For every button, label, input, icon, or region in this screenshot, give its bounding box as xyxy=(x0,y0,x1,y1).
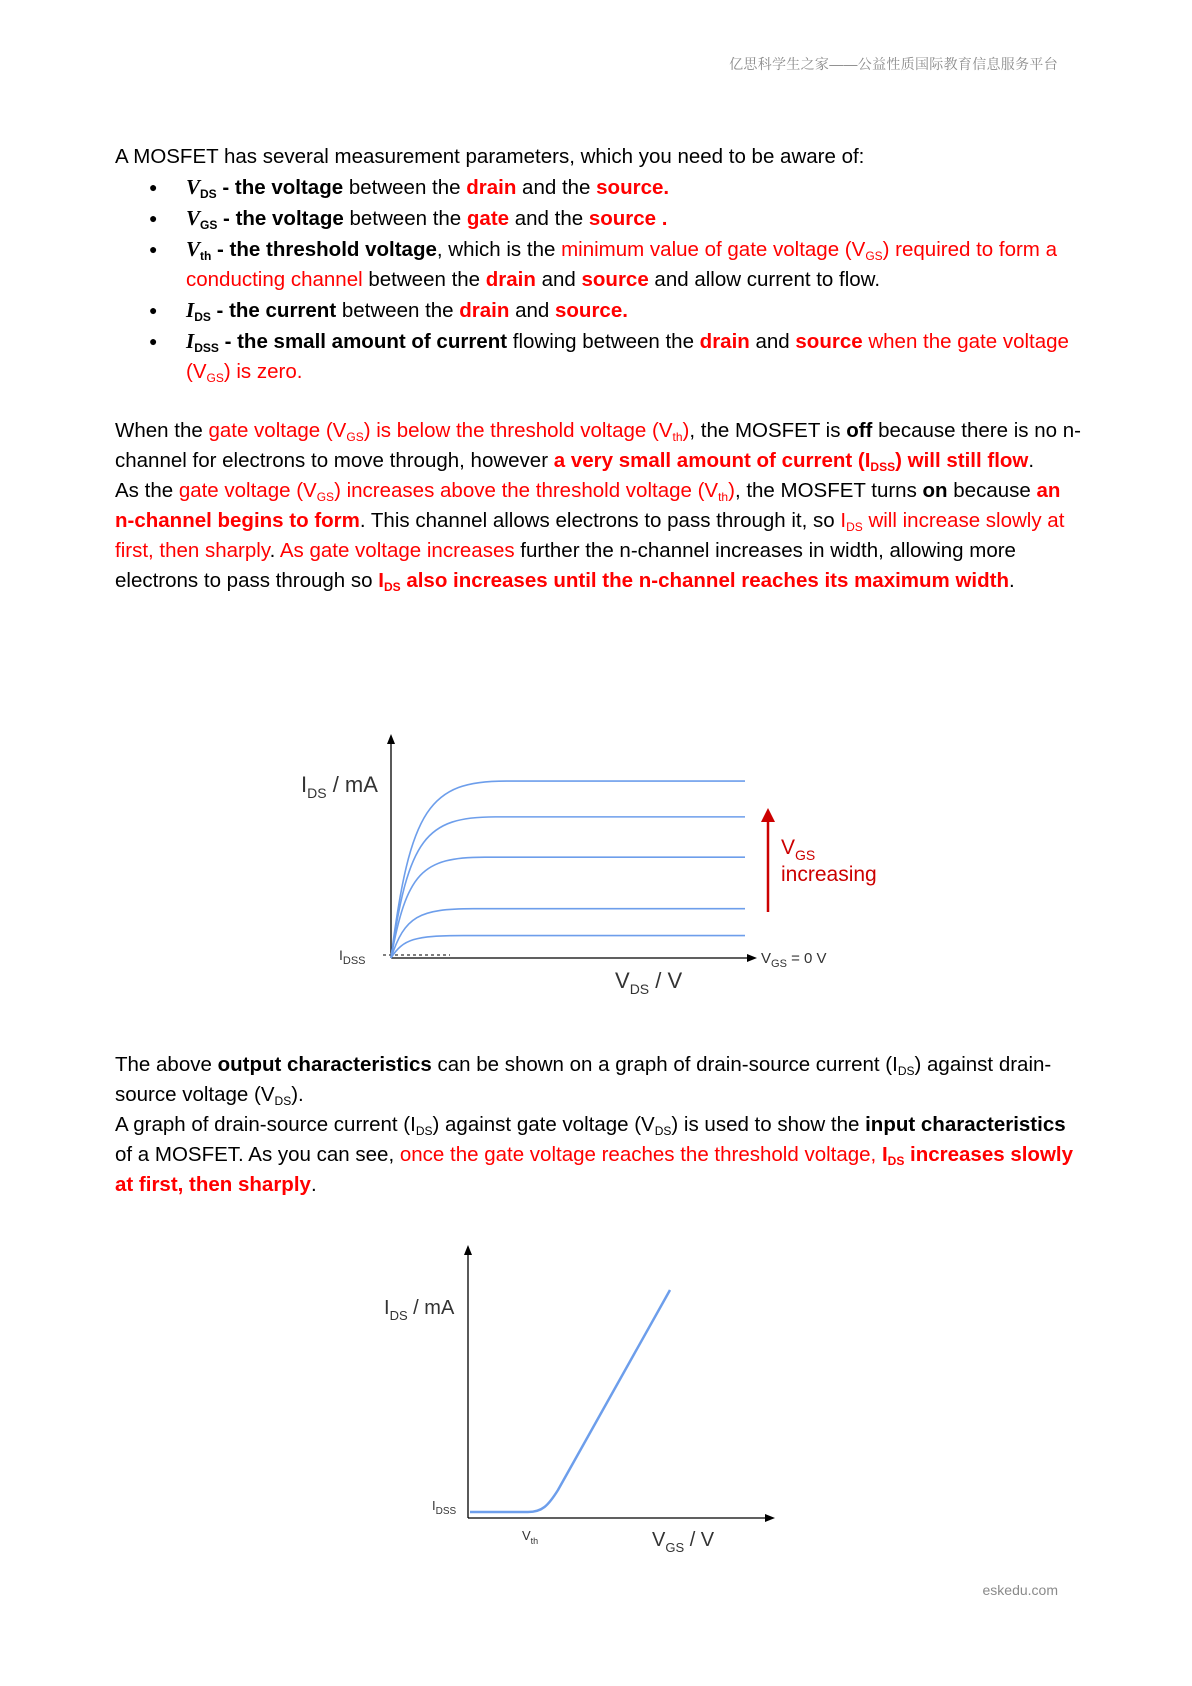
output-graph-svg xyxy=(295,730,895,1010)
output-curve-3 xyxy=(391,857,745,958)
document-body xyxy=(115,142,1085,596)
output-curve-2 xyxy=(391,909,745,958)
input-graph-svg xyxy=(380,1240,800,1560)
input-xlabel: $V_{GS}$ / V xyxy=(652,1529,715,1555)
page-header: 亿思科学生之家——公益性质国际教育信息服务平台 xyxy=(729,56,1058,72)
document-body-lower xyxy=(115,1050,1085,1200)
idss-symbol: $I_{DSS}$ xyxy=(186,329,219,355)
input-ylabel: $I_{DS}$ / mA xyxy=(384,1297,455,1323)
output-ylabel: $I_{DS}$ / mA xyxy=(301,772,378,801)
ids-symbol: $I_{DS}$ xyxy=(186,298,211,324)
input-y-arrowhead xyxy=(464,1245,472,1255)
output-x-arrowhead xyxy=(747,954,757,962)
output-char-paragraph: The above output characteristics can be shown on a graph of drain-source current $(I_{DS})$ against drain-source voltage $(V_{DS})$. xyxy=(115,1053,1052,1108)
vgs-symbol: $V_{GS}$ xyxy=(186,206,218,232)
page-footer: eskedu.com xyxy=(982,1582,1058,1598)
vgs-increasing-label: $V_{GS}$ xyxy=(781,836,816,863)
list-item-vgs: ● $V_{GS}$ - the voltage between the gate and the source . xyxy=(186,203,1085,234)
output-characteristics-graph xyxy=(295,730,895,1015)
list-item-vth: ● $V_{th}$ - the threshold voltage, which is the minimum value of gate voltage $(V_{GS})$ required to form a conducting channel between the drain and source and allow current to flow. xyxy=(186,234,1085,295)
list-item-ids: ● $I_{DS}$ - the current between the drain and source. xyxy=(186,295,1085,326)
list-item-idss: ● $I_{DSS}$ - the small amount of current flowing between the drain and source when the gate voltage $(V_{GS})$ is zero. xyxy=(186,326,1085,387)
input-idss-label: $I_{DSS}$ xyxy=(432,1498,457,1517)
parameter-list xyxy=(115,172,1085,387)
intro-paragraph: A MOSFET has several measurement parameters, which you need to be aware of: xyxy=(115,145,865,168)
output-curves xyxy=(391,781,745,958)
input-char-paragraph: A graph of drain-source current $(I_{DS})$ against gate voltage $(V_{DS})$ is used to show the input characteristics of a MOSFET. As you can see, once the gate voltage reaches the threshold voltage, $I_{DS}$ increases slowly at first, then sharply. xyxy=(115,1113,1073,1196)
input-characteristics-graph xyxy=(380,1240,800,1565)
vgs-increasing-arrowhead xyxy=(761,808,775,822)
output-curve-4 xyxy=(391,817,745,958)
vds-symbol: $V_{DS}$ xyxy=(186,175,217,201)
list-item-vds: ● $V_{DS}$ - the voltage between the drain and the source. xyxy=(186,172,1085,203)
input-vth-label: $V_{th}$ xyxy=(522,1528,539,1546)
output-y-arrowhead xyxy=(387,734,395,744)
input-curve xyxy=(470,1290,670,1512)
vth-symbol: $V_{th}$ xyxy=(186,237,212,263)
output-xlabel: $V_{DS}$ / V xyxy=(615,968,683,997)
off-state-paragraph: When the gate voltage $(V_{GS})$ is below the threshold voltage $(V_{th})$, the MOSFET is off because there is no n-channel for electrons to move through, however a very small amount of current $(I_{DSS})$ will still flow. xyxy=(115,419,1081,474)
output-idss-label: $I_{DSS}$ xyxy=(339,947,366,967)
on-state-paragraph: As the gate voltage $(V_{GS})$ increases above the threshold voltage $(V_{th})$, the MOSFET turns on because an n-channel begins to form. This channel allows electrons to pass through it, so $I_{DS}$ will increase slowly at first, then sharply. As gate voltage increases further the n-channel increases in width, allowing more electrons to pass through so $I_{DS}$ also increases until the n-channel reaches its maximum width. xyxy=(115,479,1065,594)
vgs-increasing-label-2: increasing xyxy=(781,863,877,886)
input-x-arrowhead xyxy=(765,1514,775,1522)
output-curve-5 xyxy=(391,781,745,958)
vgs-zero-label: $V_{GS} = 0$ V xyxy=(761,950,827,970)
